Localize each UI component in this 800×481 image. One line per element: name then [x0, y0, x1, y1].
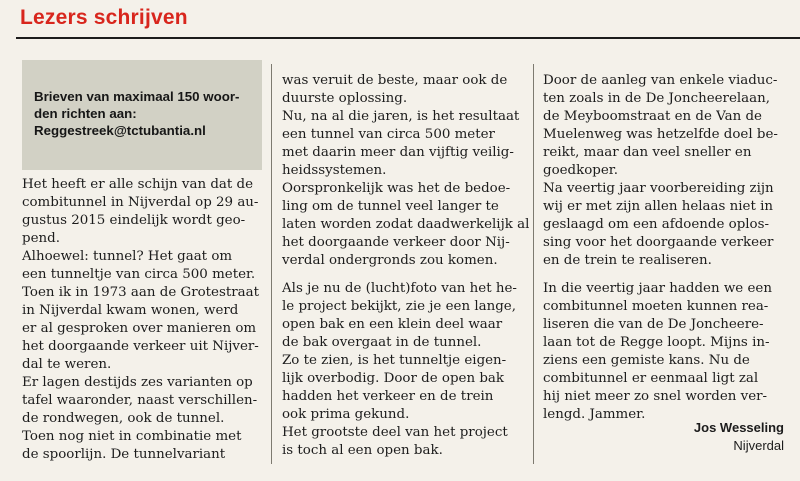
- text-line: ten zoals in de De Joncheerelaan,: [543, 91, 771, 106]
- text-line: sing voor het doorgaande verkeer: [543, 235, 774, 250]
- text-line: geslaagd om een afdoende oplos-: [543, 217, 770, 232]
- text-line: een tunneltje van circa 500 meter.: [22, 267, 256, 282]
- text-line: Het grootste deel van het project: [282, 425, 508, 440]
- text-line: le project bekijkt, zie je een lange,: [282, 299, 516, 314]
- text-line: lengd. Jammer.: [543, 407, 646, 422]
- page-header: [0, 0, 800, 44]
- text-line: pend.: [22, 231, 60, 246]
- text-line: ling om de tunnel veel langer te: [282, 199, 499, 214]
- text-line: wij er met zijn allen helaas niet in: [543, 199, 774, 214]
- section-title: Lezers schrijven: [20, 6, 188, 29]
- text-line: combitunnel er eenmaal ligt zal: [543, 371, 759, 386]
- author-place: Nijverdal: [733, 438, 784, 453]
- text-line: Toen ik in 1973 aan de Grotestraat: [22, 285, 259, 300]
- text-line: er al gesproken over manieren om: [22, 321, 257, 336]
- column-divider: [533, 64, 534, 464]
- text-line: de rondwegen, ook de tunnel.: [22, 411, 225, 426]
- text-line: Alhoewel: tunnel? Het gaat om: [22, 249, 233, 264]
- text-line: de spoorlijn. De tunnelvariant: [22, 447, 226, 462]
- text-line: een tunnel van circa 500 meter: [282, 127, 495, 142]
- text-line: laan tot de Regge loopt. Mijns in-: [543, 335, 770, 350]
- text-line: Door de aanleg van enkele viaduc-: [543, 73, 778, 88]
- text-line: met daarin meer dan vijftig veilig-: [282, 145, 514, 160]
- text-line: Zo te zien, is het tunneltje eigen-: [282, 353, 507, 368]
- text-line: lijk overbodig. Door de open bak: [282, 371, 504, 386]
- article-column-3: [543, 72, 778, 424]
- text-line: goedkoper.: [543, 163, 618, 178]
- text-line: duurste oplossing.: [282, 91, 408, 106]
- text-line: laten worden zodat daadwerkelijk al: [282, 217, 530, 232]
- text-line: het doorgaande verkeer uit Nijver-: [22, 339, 259, 354]
- text-line: liseren die van de De Joncheere-: [543, 317, 764, 332]
- text-line: Muelenweg was hetzelfde doel be-: [543, 127, 778, 142]
- text-line: de bak overgaat in de tunnel.: [282, 335, 482, 350]
- text-line: open bak en een klein deel waar: [282, 317, 503, 332]
- text-line: tafel waaronder, naast verschillen-: [22, 393, 258, 408]
- text-line: in Nijverdal kwam wonen, werd: [22, 303, 239, 318]
- text-line: is toch al een open bak.: [282, 443, 443, 458]
- text-line: Nu, na al die jaren, is het resultaat: [282, 109, 520, 124]
- paragraph-gap: [543, 270, 778, 280]
- text-line: ziens een gemiste kans. Nu de: [543, 353, 750, 368]
- paragraph-gap: [282, 270, 529, 280]
- text-line: Het heeft er alle schijn van dat de: [22, 177, 254, 192]
- text-line: combitunnel moeten kunnen rea-: [543, 299, 769, 314]
- author-name: Jos Wesseling: [693, 420, 784, 435]
- text-line: Toen nog niet in combinatie met: [22, 429, 242, 444]
- text-line: verdal ondergronds zou komen.: [282, 253, 498, 268]
- text-line: ook prima gekund.: [282, 407, 410, 422]
- text-line: Als je nu de (lucht)foto van het he-: [282, 281, 517, 296]
- text-line: dal te weren.: [22, 357, 112, 372]
- text-line: en de trein te realiseren.: [543, 253, 712, 268]
- article-column-1: [22, 176, 259, 464]
- header-rule: [16, 37, 800, 39]
- text-line: was veruit de beste, maar ook de: [282, 73, 508, 88]
- text-line: Na veertig jaar voorbereiding zijn: [543, 181, 774, 196]
- submission-info-box: [22, 60, 262, 170]
- column-divider: [271, 64, 272, 464]
- text-line: hadden het verkeer en de trein: [282, 389, 494, 404]
- text-line: heidssystemen.: [282, 163, 387, 178]
- text-line: combitunnel in Nijverdal op 29 au-: [22, 195, 259, 210]
- text-line: gustus 2015 eindelijk wordt geo-: [22, 213, 246, 228]
- text-line: Oorspronkelijk was het de bedoe-: [282, 181, 511, 196]
- submission-email[interactable]: Reggestreek@tctubantia.nl: [34, 123, 206, 138]
- text-line: het doorgaande verkeer door Nij-: [282, 235, 510, 250]
- info-line: den richten aan:: [34, 106, 137, 121]
- info-line: Brieven van maximaal 150 woor-: [34, 89, 240, 104]
- text-line: de Meyboomstraat en de Van de: [543, 109, 762, 124]
- text-line: Er lagen destijds zes varianten op: [22, 375, 253, 390]
- text-line: hij niet meer zo snel worden ver-: [543, 389, 768, 404]
- text-line: reikt, maar dan veel sneller en: [543, 145, 752, 160]
- article-column-2: [282, 72, 529, 460]
- author-signature: [694, 419, 784, 455]
- text-line: In die veertig jaar hadden we een: [543, 281, 772, 296]
